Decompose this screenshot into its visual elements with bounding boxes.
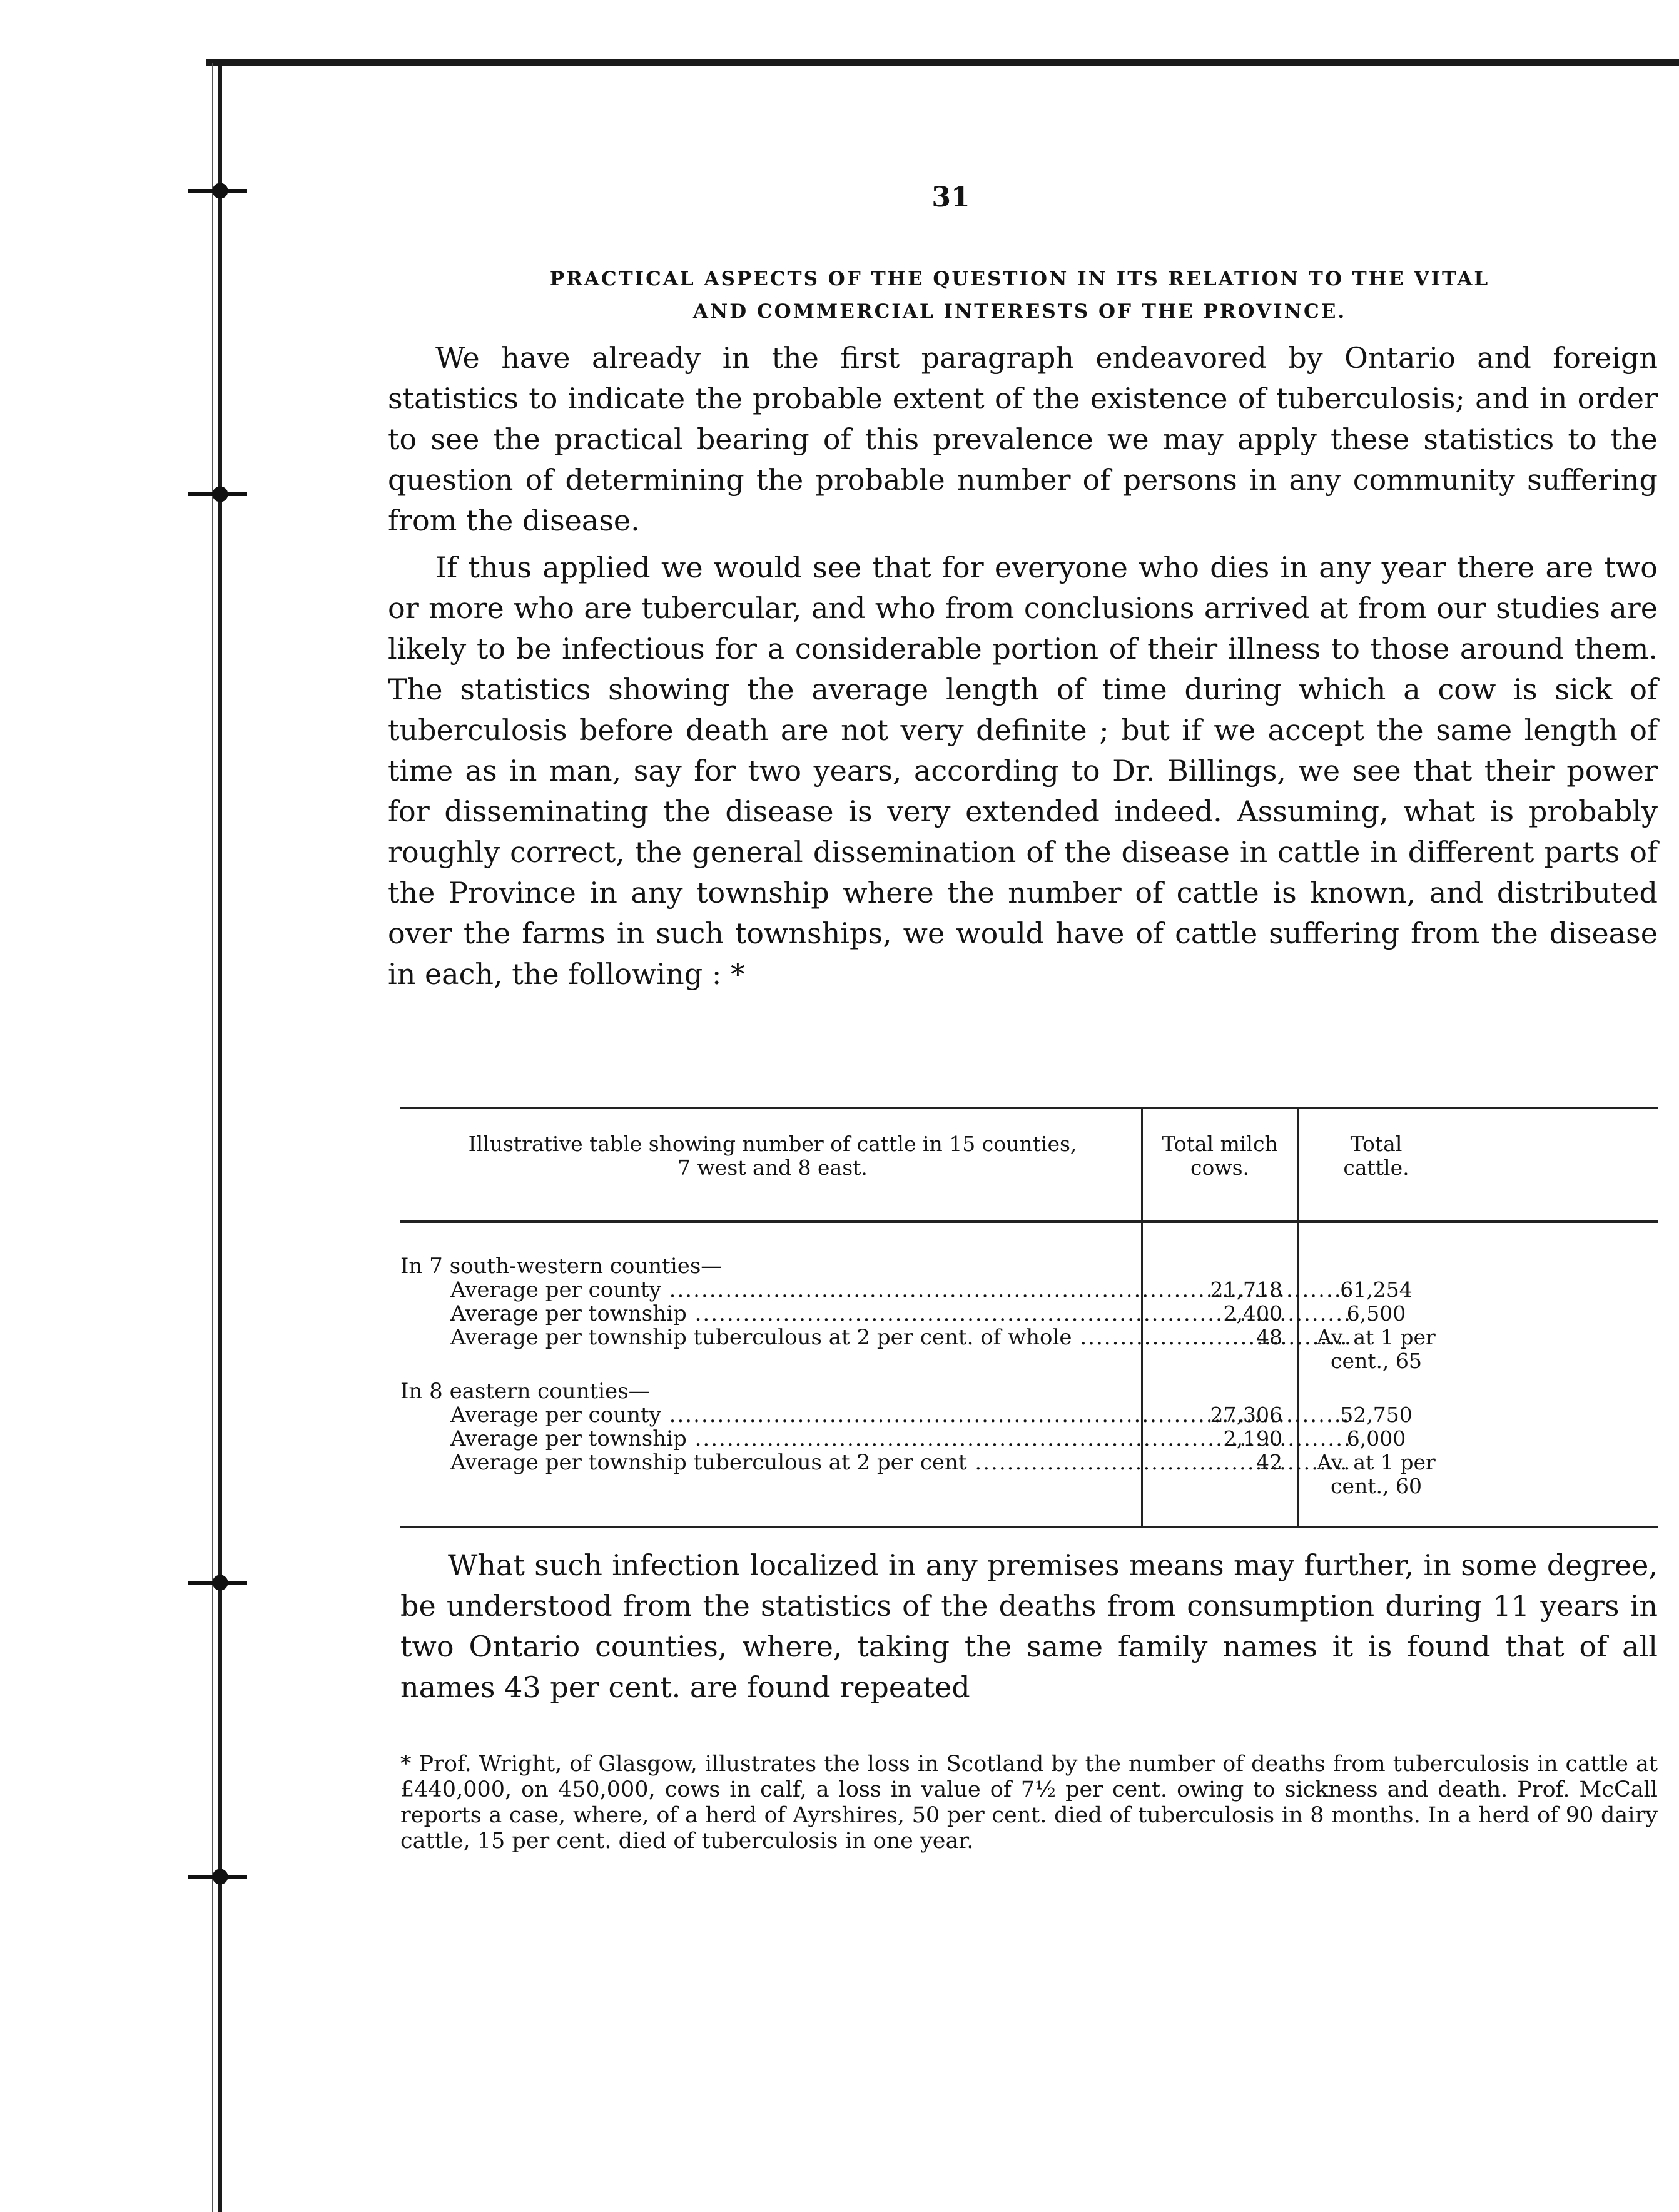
table-cell-cattle: 61,254 — [1340, 1277, 1413, 1302]
table-cell-milch: 2,190 — [1223, 1426, 1282, 1451]
table-row-label: Average per township ..... — [450, 1427, 1351, 1451]
table-group-heading: In 8 eastern counties— — [400, 1379, 650, 1404]
section-title-line-2: AND COMMERCIAL INTERESTS OF THE PROVINCE. — [692, 300, 1347, 323]
paragraph-3-text: What such infection localized in any premises means may further, in some degree, be understood from the statistics of the deaths from consumption during 11 years in two Ontario counties, where, taking the same family names it is found that of all names 43 per cent. are found repeated — [400, 1548, 1658, 1704]
paragraph-3 — [400, 1545, 1658, 1708]
table-cell-milch: 42 — [1256, 1450, 1282, 1474]
table-row-label: Average per county ..... — [450, 1278, 1351, 1302]
table-cell-cattle: Av. at 1 per — [1317, 1450, 1436, 1474]
paragraph-2-text: If thus applied we would see that for everyone who dies in any year there are two or more who are tubercular, and who from conclusions arrived at from our studies are likely to be infectious for a considerable portion of their illness to those around them. The statistics showing the average length of time during which a cow is sick of tuberculosis before death are not very definite ; but if we accept the same length of time as in man, say for two years, according to Dr. Billings, we see that their power for disseminating the disease is very extended indeed. Assuming, what is probably roughly correct, the general dissemination of the disease in cattle in different parts of the Province in any township where the number of cattle is known, and distributed over the farms in such townships, we would have of cattle suffering from the disease in each, the following : * — [388, 550, 1658, 991]
table-cell-milch: 21,718 — [1210, 1277, 1282, 1302]
col-header-total-cattle: Total cattle. — [1343, 1132, 1409, 1180]
table-cell-cattle: 6,500 — [1346, 1301, 1406, 1326]
table-cell-cattle: Av. at 1 per — [1317, 1325, 1436, 1349]
table-row-label: Average per township ..... — [450, 1302, 1351, 1326]
table-row-label: Average per county ..... — [450, 1403, 1351, 1427]
page-number: 31 — [931, 181, 970, 213]
section-title — [363, 263, 1676, 328]
table-row-label: Average per township tuberculous at 2 per cent. of whole ..... — [450, 1326, 1351, 1349]
table-header-rule — [400, 1220, 1658, 1223]
section-title-line-1: PRACTICAL ASPECTS OF THE QUESTION IN ITS RELATION TO THE VITAL — [549, 268, 1490, 290]
table-cell-cattle: 6,000 — [1346, 1426, 1406, 1451]
table-cell-cattle-continued: cent., 60 — [1331, 1474, 1422, 1498]
paragraph-1-text: We have already in the first paragraph endeavored by Ontario and foreign statistics to indicate the probable extent of the existence of tuberculosis; and in order to see the practical bearing of this prevalence we may apply these statistics to the question of determining the probable number of persons in any community suffering from the disease. — [388, 341, 1658, 537]
table-cell-milch: 48 — [1256, 1325, 1282, 1349]
paragraph-2 — [388, 547, 1658, 995]
table-row-label: Average per township tuberculous at 2 per cent ..... — [450, 1451, 1351, 1474]
col-header-milch-cows: Total milch cows. — [1162, 1132, 1278, 1180]
table-cell-milch: 2,400 — [1223, 1301, 1282, 1326]
table-cell-cattle: 52,750 — [1340, 1403, 1413, 1427]
table-caption: Illustrative table showing number of cattle in 15 counties, 7 west and 8 east. — [468, 1132, 1077, 1180]
book-page — [213, 0, 1679, 2212]
footnote: * Prof. Wright, of Glasgow, illustrates the loss in Scotland by the number of deaths from tuberculosis in cattle at £440,000, on 450,000, cows in calf, a loss in value of 7½ per cent. owing to sickness and death. Prof. McCall reports a case, where, of a herd of Ayrshires, 50 per cent. died of tuberculosis in 8 months. In a herd of 90 dairy cattle, 15 per cent. died of tuberculosis in one year. — [400, 1752, 1658, 1854]
table-bottom-rule — [400, 1526, 1658, 1528]
table-cell-milch: 27,306 — [1210, 1403, 1282, 1427]
table-group-heading: In 7 south-western counties— — [400, 1254, 723, 1279]
paragraph-1 — [388, 338, 1658, 541]
table-cell-cattle-continued: cent., 65 — [1331, 1349, 1422, 1373]
table-top-rule — [400, 1107, 1658, 1109]
